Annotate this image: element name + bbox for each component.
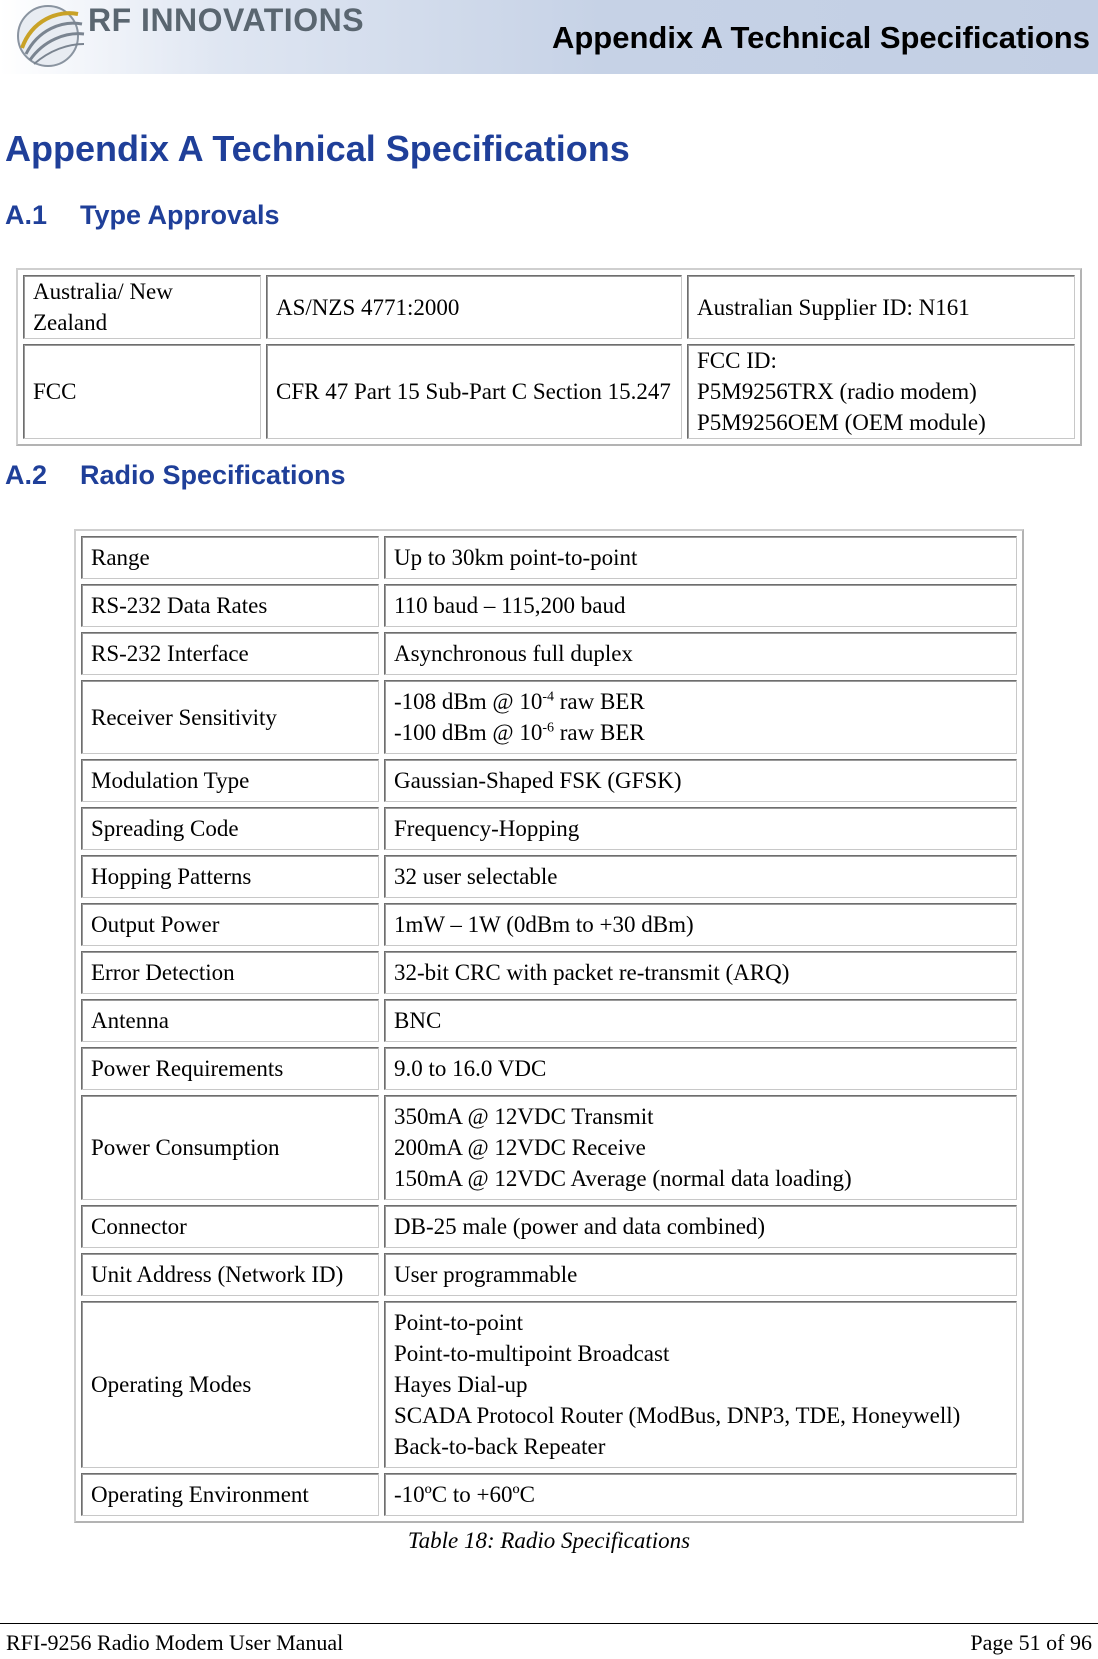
spec-label: Power Requirements: [81, 1047, 379, 1090]
table-row: [81, 584, 1017, 627]
table-row: [81, 1095, 1017, 1200]
spec-label: Operating Modes: [81, 1301, 379, 1468]
cell-line: Point-to-point: [394, 1310, 524, 1335]
exponent: -4: [542, 689, 554, 705]
footer-page-number: Page 51 of 96: [970, 1630, 1092, 1655]
spec-value: [384, 1095, 1017, 1200]
table-cell: FCC: [23, 344, 261, 439]
page-header: [0, 0, 1098, 74]
table-row: [23, 344, 1075, 439]
table-cell: [687, 344, 1075, 439]
table-row: [81, 1047, 1017, 1090]
cell-line: Back-to-back Repeater: [394, 1434, 606, 1459]
cell-line: Hayes Dial-up: [394, 1372, 528, 1397]
table-row: [81, 999, 1017, 1042]
value-text: -100 dBm @ 10: [394, 720, 543, 745]
cell-line: 150mA @ 12VDC Average (normal data loading): [394, 1166, 852, 1191]
cell-line: Gaussian-Shaped FSK (GFSK): [394, 768, 682, 793]
cell-line: Up to 30km point-to-point: [394, 545, 638, 570]
spec-label: RS-232 Interface: [81, 632, 379, 675]
cell-line: P5M9256OEM (OEM module): [697, 410, 986, 435]
cell-line: 32 user selectable: [394, 864, 558, 889]
cell-line: P5M9256TRX (radio modem): [697, 379, 977, 404]
table-cell: AS/NZS 4771:2000: [266, 275, 682, 339]
table-row: [81, 807, 1017, 850]
section-number: A.2: [5, 460, 48, 490]
header-title: Appendix A Technical Specifications: [551, 20, 1090, 55]
spec-value: [384, 759, 1017, 802]
cell-line: 1mW – 1W (0dBm to +30 dBm): [394, 912, 694, 937]
table-row: [81, 632, 1017, 675]
table-row: [81, 680, 1017, 754]
cell-line: DB-25 male (power and data combined): [394, 1214, 766, 1239]
spec-value: [384, 951, 1017, 994]
cell-line: 350mA @ 12VDC Transmit: [394, 1104, 654, 1129]
value-text: raw BER: [554, 689, 645, 714]
value-text: raw BER: [554, 720, 645, 745]
spec-label: Range: [81, 536, 379, 579]
spec-label: Hopping Patterns: [81, 855, 379, 898]
section-heading-radio-specifications: [5, 460, 346, 491]
value-text: -108 dBm @ 10: [394, 689, 543, 714]
cell-line: Point-to-multipoint Broadcast: [394, 1341, 670, 1366]
section-number: A.1: [5, 200, 48, 230]
cell-line: BNC: [394, 1008, 442, 1033]
spec-value: [384, 999, 1017, 1042]
spec-label: Power Consumption: [81, 1095, 379, 1200]
cell-line: 110 baud – 115,200 baud: [394, 593, 626, 618]
cell-line: SCADA Protocol Router (ModBus, DNP3, TDE, Honeywell): [394, 1403, 961, 1428]
section-heading-type-approvals: [5, 200, 280, 231]
table-row: [23, 275, 1075, 339]
table-cell: [687, 275, 1075, 339]
section-title: Radio Specifications: [80, 460, 346, 490]
table-row: [81, 1205, 1017, 1248]
spec-value: [384, 1473, 1017, 1516]
spec-value: [384, 855, 1017, 898]
cell-line: User programmable: [394, 1262, 578, 1287]
table-caption: Table 18: Radio Specifications: [407, 1528, 691, 1553]
cell-line: 32-bit CRC with packet re-transmit (ARQ): [394, 960, 790, 985]
spec-value: [384, 1253, 1017, 1296]
spec-value: [384, 1047, 1017, 1090]
spec-value: [384, 680, 1017, 754]
cell-line: -10ºC to +60ºC: [394, 1482, 535, 1507]
table-row: [81, 1301, 1017, 1468]
spec-label: Output Power: [81, 903, 379, 946]
cell-line: Asynchronous full duplex: [394, 641, 633, 666]
spec-value: [384, 1205, 1017, 1248]
radio-specifications-table: [74, 529, 1024, 1523]
section-title: Type Approvals: [80, 200, 280, 230]
table-row: [81, 903, 1017, 946]
spec-label: Unit Address (Network ID): [81, 1253, 379, 1296]
spec-label: Modulation Type: [81, 759, 379, 802]
type-approvals-table: [16, 268, 1082, 446]
spec-label: Antenna: [81, 999, 379, 1042]
spec-label: Receiver Sensitivity: [81, 680, 379, 754]
cell-line: Frequency-Hopping: [394, 816, 580, 841]
spec-value: [384, 1301, 1017, 1468]
cell-line: [394, 717, 1007, 748]
spec-value: [384, 584, 1017, 627]
page-title: Appendix A Technical Specifications: [5, 128, 630, 169]
spec-value: [384, 536, 1017, 579]
spec-value: [384, 903, 1017, 946]
footer-manual-title: RFI-9256 Radio Modem User Manual: [6, 1630, 344, 1655]
spec-value: [384, 632, 1017, 675]
spec-value: [384, 807, 1017, 850]
table-cell: CFR 47 Part 15 Sub-Part C Section 15.247: [266, 344, 682, 439]
cell-line: FCC ID:: [697, 348, 777, 373]
cell-line: [394, 686, 1007, 717]
cell-line: 200mA @ 12VDC Receive: [394, 1135, 646, 1160]
table-cell: Australia/ New Zealand: [23, 275, 261, 339]
spec-label: Error Detection: [81, 951, 379, 994]
cell-line: Australian Supplier ID: N161: [697, 294, 970, 320]
table-row: [81, 1473, 1017, 1516]
table-row: [81, 759, 1017, 802]
spec-label: Connector: [81, 1205, 379, 1248]
spec-label: RS-232 Data Rates: [81, 584, 379, 627]
cell-line: 9.0 to 16.0 VDC: [394, 1056, 547, 1081]
table-row: [81, 1253, 1017, 1296]
table-row: [81, 536, 1017, 579]
footer-divider: [0, 1623, 1098, 1624]
table-row: [81, 951, 1017, 994]
logo-text: RF INNOVATIONS: [88, 2, 365, 38]
exponent: -6: [542, 720, 554, 736]
table-row: [81, 855, 1017, 898]
spec-label: Operating Environment: [81, 1473, 379, 1516]
spec-label: Spreading Code: [81, 807, 379, 850]
